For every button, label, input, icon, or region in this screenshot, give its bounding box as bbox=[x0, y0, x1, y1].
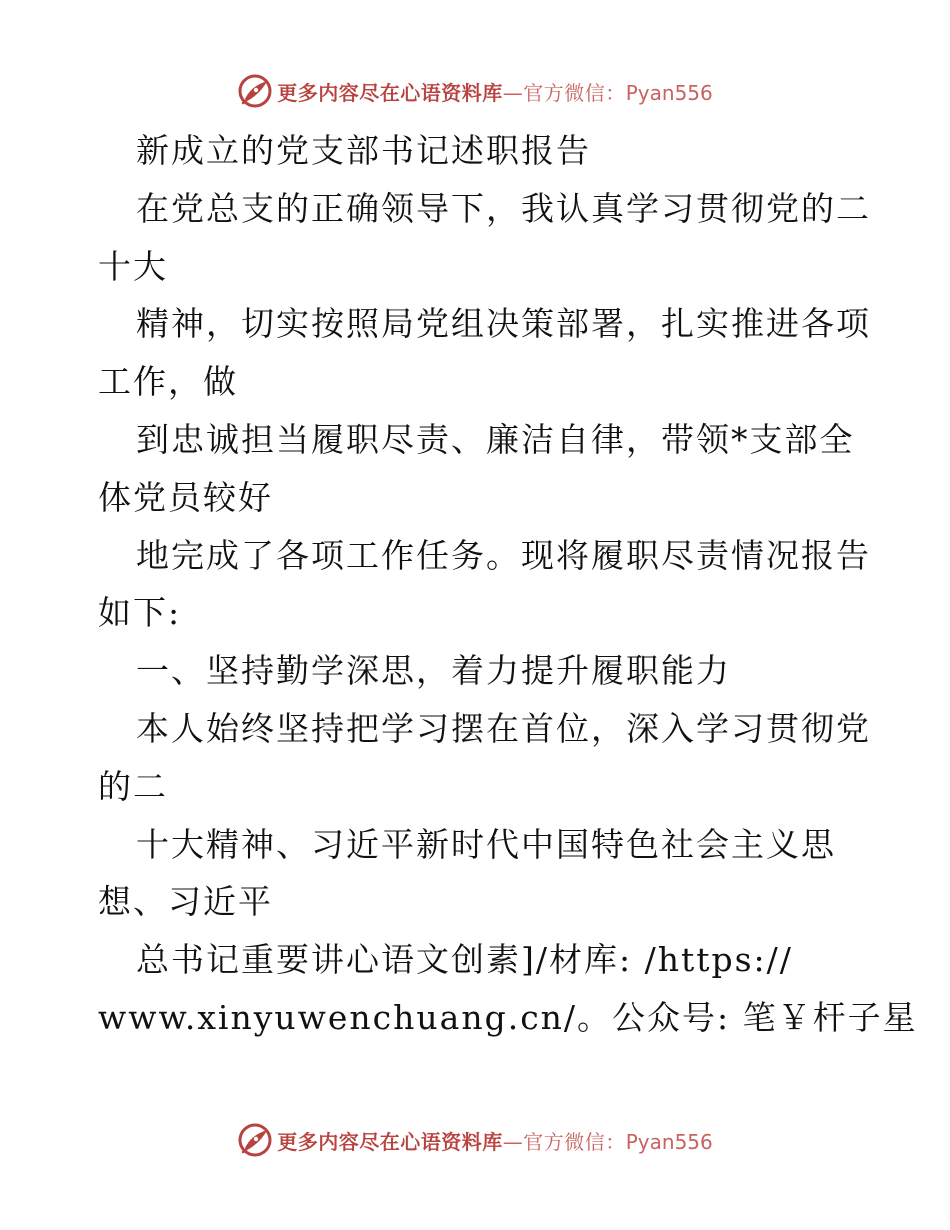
text-line: 想、习近平 bbox=[98, 882, 273, 922]
banner-main-text: 更多内容尽在心语资料库 bbox=[277, 1129, 503, 1154]
text-line: 十大精神、习近平新时代中国特色社会主义思 bbox=[136, 824, 836, 864]
banner-separator: — bbox=[502, 80, 524, 105]
text-line: 工作，做 bbox=[98, 362, 238, 402]
pen-logo-icon bbox=[237, 73, 273, 109]
section-heading: 一、坚持勤学深思，着力提升履职能力 bbox=[136, 651, 731, 691]
banner-wechat-id: Pyan556 bbox=[625, 1129, 713, 1154]
text-line: 精神，切实按照局党组决策部署，扎实推进各项 bbox=[136, 304, 871, 344]
text-line: 地完成了各项工作任务。现将履职尽责情况报告 bbox=[136, 535, 871, 575]
pen-logo-icon bbox=[237, 1122, 273, 1158]
banner-separator: — bbox=[502, 1129, 524, 1154]
document-body bbox=[98, 122, 918, 1047]
text-line: 十大 bbox=[98, 246, 168, 286]
text-line: 如下: bbox=[98, 593, 182, 633]
text-line: 总书记重要讲心语文创素]/材库: /https:// bbox=[136, 940, 793, 980]
banner-sub-text: 官方微信： bbox=[523, 1129, 626, 1154]
document-title: 新成立的党支部书记述职报告 bbox=[136, 131, 591, 170]
text-line: 的二 bbox=[98, 766, 168, 806]
banner-wechat-id: Pyan556 bbox=[625, 80, 713, 105]
text-line: 到忠诚担当履职尽责、廉洁自律，带领*支部全 bbox=[136, 419, 855, 459]
text-line: 体党员较好 bbox=[98, 477, 273, 517]
header-banner bbox=[0, 69, 950, 113]
banner-text bbox=[277, 77, 713, 106]
text-line: 本人始终坚持把学习摆在首位，深入学习贯彻党 bbox=[136, 708, 871, 748]
text-line: www.xinyuwenchuang.cn/。公众号: 笔￥杆子星 bbox=[98, 997, 918, 1037]
text-line: 在党总支的正确领导下，我认真学习贯彻党的二 bbox=[136, 188, 871, 228]
banner-text bbox=[277, 1126, 713, 1155]
banner-main-text: 更多内容尽在心语资料库 bbox=[277, 80, 503, 105]
banner-sub-text: 官方微信： bbox=[523, 80, 626, 105]
footer-banner bbox=[0, 1118, 950, 1162]
